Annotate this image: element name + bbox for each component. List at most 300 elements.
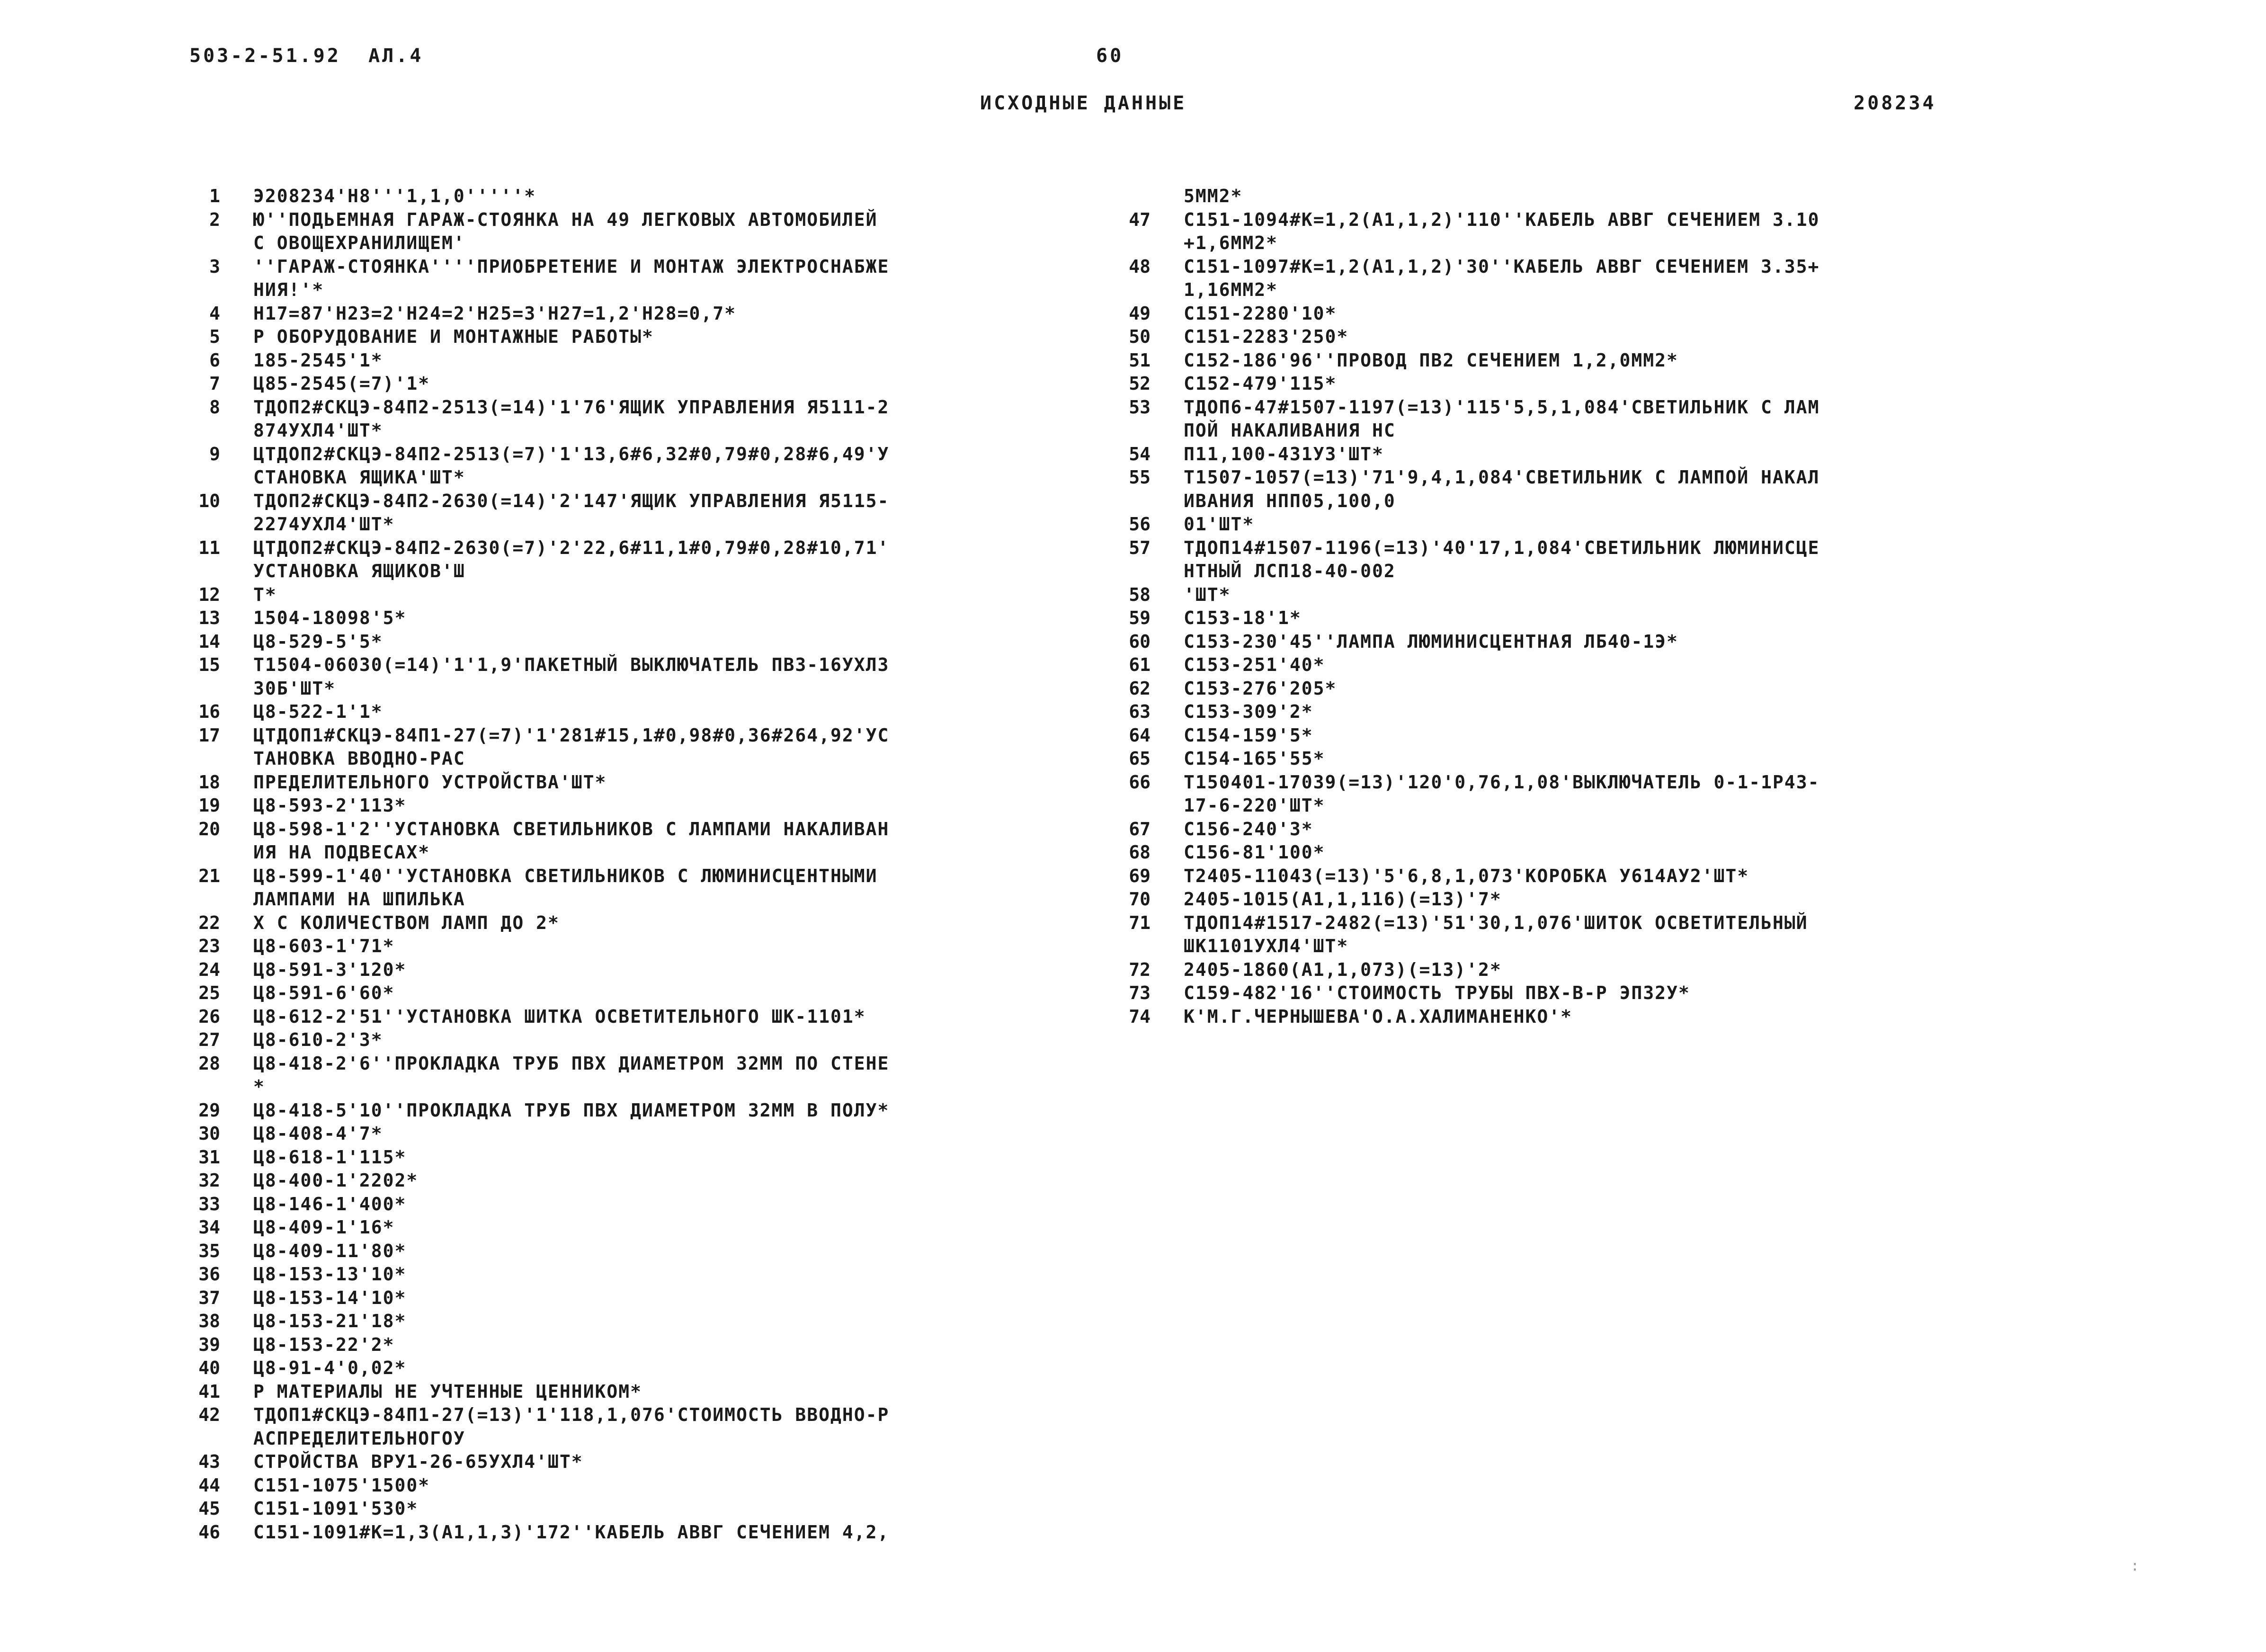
code-line: ИВАНИЯ НПП05,100,0	[1184, 490, 1396, 511]
line-number: 25	[198, 982, 220, 1003]
listing-entry	[163, 1521, 889, 1545]
entry-text	[220, 490, 889, 536]
code-line: 1,16ММ2*	[1184, 279, 1278, 300]
listing-entry	[163, 607, 889, 630]
line-number: 6	[209, 349, 220, 371]
code-line: Т*	[253, 584, 277, 605]
line-number: 1	[209, 186, 220, 206]
entry-text	[1151, 466, 1820, 513]
entry-text	[1151, 653, 1325, 677]
listing-entry	[1094, 982, 1820, 1005]
line-number: 12	[198, 584, 220, 605]
entry-text	[220, 372, 430, 396]
listing-entry	[163, 1146, 889, 1170]
entry-text	[220, 185, 536, 208]
line-number: 40	[198, 1357, 220, 1378]
line-number: 10	[198, 490, 220, 511]
entry-text	[220, 583, 277, 607]
line-number: 58	[1129, 584, 1151, 605]
line-number: 38	[198, 1311, 220, 1331]
listing-entry	[1094, 1005, 1820, 1029]
line-number: 35	[198, 1240, 220, 1261]
entry-text	[1151, 958, 1502, 982]
entry-text	[220, 935, 395, 958]
entry-text	[220, 1474, 430, 1498]
entry-text	[220, 443, 889, 490]
listing-entry	[1094, 958, 1820, 982]
listing-entry	[1094, 700, 1820, 724]
code-line: Ц8-153-13'10*	[253, 1264, 407, 1285]
listing-entry	[163, 1450, 889, 1474]
entry-text	[220, 865, 878, 911]
code-line: С153-251'40*	[1184, 654, 1325, 675]
line-number: 67	[1129, 818, 1151, 839]
entry-text	[1151, 630, 1678, 654]
code-line: Ц8-409-11'80*	[253, 1240, 407, 1261]
listing-entry	[163, 771, 889, 795]
entry-text	[1151, 1005, 1572, 1029]
listing-entry	[163, 1193, 889, 1216]
entry-text	[220, 1169, 418, 1193]
entry-text	[1151, 443, 1384, 466]
code-line: Р ОБОРУДОВАНИЕ И МОНТАЖНЫЕ РАБОТЫ*	[253, 326, 654, 347]
entry-text	[1151, 396, 1820, 443]
code-line: С151-2283'250*	[1184, 326, 1349, 347]
code-line: Ц8-153-14'10*	[253, 1287, 407, 1308]
code-line: 'ШТ*	[1184, 584, 1231, 605]
entry-text	[1151, 677, 1337, 701]
code-line: ТАНОВКА ВВОДНО-РАС	[253, 748, 465, 769]
line-number: 43	[198, 1451, 220, 1472]
line-number: 51	[1129, 349, 1151, 371]
listing-entry	[1094, 466, 1820, 513]
entry-text	[220, 1286, 406, 1310]
code-line: С153-230'45''ЛАМПА ЛЮМИНИСЦЕНТНАЯ ЛБ40-1Э*	[1184, 631, 1678, 652]
line-number: 59	[1129, 607, 1151, 628]
listing-entry	[1094, 888, 1820, 911]
line-number: 19	[198, 795, 220, 816]
code-line: ТДОП6-47#1507-1197(=13)'115'5,5,1,084'СВЕТИЛЬНИК С ЛАМ	[1184, 396, 1820, 418]
line-number: 31	[198, 1146, 220, 1168]
line-number: 11	[198, 537, 220, 558]
listing-entry	[163, 1333, 889, 1357]
line-number: 64	[1129, 724, 1151, 746]
line-number: 68	[1129, 842, 1151, 863]
code-line: ПОЙ НАКАЛИВАНИЯ НС	[1184, 420, 1396, 441]
listing-entry	[163, 208, 889, 255]
entry-text	[220, 818, 889, 865]
code-line: СТРОЙСТВА ВРУ1-26-65УХЛ4'ШТ*	[253, 1451, 583, 1472]
object-code: 208234	[1854, 92, 1936, 114]
line-number: 39	[198, 1334, 220, 1355]
entry-text	[220, 1005, 866, 1029]
listing-entry	[163, 724, 889, 771]
code-line: Ц8-593-2'113*	[253, 795, 407, 816]
entry-text	[220, 1052, 889, 1099]
listing-entry	[163, 1286, 889, 1310]
listing-entry	[1094, 443, 1820, 466]
entry-text	[1151, 536, 1820, 583]
listing-entry	[163, 911, 889, 935]
listing-entry	[1094, 372, 1820, 396]
code-line: С156-81'100*	[1184, 842, 1325, 863]
listing-entry	[163, 1357, 889, 1380]
code-line: Т1504-06030(=14)'1'1,9'ПАКЕТНЫЙ ВЫКЛЮЧАТЕЛЬ ПВЗ-16УХЛ3	[253, 654, 890, 675]
listing-entry	[1094, 911, 1820, 958]
code-line: Ц8-599-1'40''УСТАНОВКА СВЕТИЛЬНИКОВ С ЛЮМИНИСЦЕНТНЫМИ	[253, 865, 878, 886]
code-line: 2405-1015(А1,1,116)(=13)'7*	[1184, 889, 1502, 910]
listing-entry	[163, 1005, 889, 1029]
listing-entry	[163, 630, 889, 654]
line-number: 66	[1129, 771, 1151, 793]
line-number: 56	[1129, 514, 1151, 535]
line-number: 69	[1129, 865, 1151, 886]
line-number: 44	[198, 1474, 220, 1496]
code-line: 2405-1860(А1,1,073)(=13)'2*	[1184, 959, 1502, 980]
code-line: С153-309'2*	[1184, 701, 1313, 722]
listing-entry	[163, 1099, 889, 1123]
line-number: 48	[1129, 256, 1151, 277]
code-line: Ц8-591-6'60*	[253, 982, 395, 1003]
listing-entry	[1094, 747, 1820, 771]
code-line: ТДОП2#СКЦЭ-84П2-2630(=14)'2'147'ЯЩИК УПРАВЛЕНИЯ Я5115-	[253, 490, 890, 511]
code-line: 1504-18098'5*	[253, 607, 407, 628]
listing-entry	[1094, 255, 1820, 302]
listing-entry	[163, 958, 889, 982]
listing-entry	[163, 583, 889, 607]
code-line: 01'ШТ*	[1184, 514, 1255, 535]
listing-entry	[163, 396, 889, 443]
listing-entry	[163, 1052, 889, 1099]
line-number: 72	[1129, 959, 1151, 980]
listing-entry	[1094, 185, 1820, 208]
listing-entry	[1094, 677, 1820, 701]
entry-text	[220, 536, 889, 583]
line-number: 71	[1129, 912, 1151, 933]
entry-text	[220, 1497, 418, 1521]
code-line: 2274УХЛ4'ШТ*	[253, 514, 395, 535]
listing-entry	[163, 865, 889, 911]
line-number: 61	[1129, 654, 1151, 675]
entry-text	[1151, 255, 1820, 302]
listing-entry	[163, 325, 889, 349]
line-number: 57	[1129, 537, 1151, 558]
code-line: ЦТДОП1#СКЦЭ-84П1-27(=7)'1'281#15,1#0,98#0,36#264,92'УС	[253, 724, 890, 746]
entry-text	[1151, 888, 1502, 911]
listing-entry	[163, 255, 889, 302]
code-line: Ц8-618-1'115*	[253, 1146, 407, 1168]
document-code: 503-2-51.92 АЛ.4	[189, 45, 424, 67]
entry-text	[220, 700, 383, 724]
listing-entry	[163, 1474, 889, 1498]
code-line: С159-482'16''СТОИМОСТЬ ТРУБЫ ПВХ-В-Р ЭП32У*	[1184, 982, 1690, 1003]
entry-text	[1151, 771, 1820, 818]
line-number: 50	[1129, 326, 1151, 347]
code-line: Ц8-603-1'71*	[253, 936, 395, 956]
entry-text	[220, 1216, 395, 1240]
line-number: 3	[209, 256, 220, 277]
line-number: 30	[198, 1123, 220, 1144]
code-line: С151-1091#К=1,3(А1,1,3)'172''КАБЕЛЬ АВВГ СЕЧЕНИЕМ 4,2,	[253, 1521, 890, 1543]
listing-right-column	[1094, 185, 1820, 1028]
line-number: 73	[1129, 982, 1151, 1003]
entry-text	[1151, 607, 1302, 630]
code-line: ТДОП14#1517-2482(=13)'51'30,1,076'ШИТОК ОСВЕТИТЕЛЬНЫЙ	[1184, 912, 1808, 933]
entry-text	[1151, 349, 1678, 373]
page-title: ИСХОДНЫЕ ДАННЫЕ	[980, 92, 1187, 114]
listing-entry	[163, 443, 889, 490]
code-line: Ц8-522-1'1*	[253, 701, 383, 722]
code-line: С154-159'5*	[1184, 724, 1313, 746]
code-line: С153-18'1*	[1184, 607, 1302, 628]
listing-entry	[1094, 325, 1820, 349]
line-number: 34	[198, 1217, 220, 1238]
line-number: 26	[198, 1006, 220, 1027]
code-line: Ц8-612-2'51''УСТАНОВКА ШИТКА ОСВЕТИТЕЛЬНОГО ШК-1101*	[253, 1006, 866, 1027]
code-line: С151-1075'1500*	[253, 1474, 430, 1496]
entry-text	[220, 1099, 889, 1123]
line-number: 46	[198, 1521, 220, 1543]
code-line: С151-1094#К=1,2(А1,1,2)'110''КАБЕЛЬ АВВГ СЕЧЕНИЕМ 3.10	[1184, 209, 1820, 230]
line-number: 14	[198, 631, 220, 652]
code-line: ПРЕДЕЛИТЕЛЬНОГО УСТРОЙСТВА'ШТ*	[253, 771, 607, 793]
entry-text	[1151, 700, 1313, 724]
entry-text	[1151, 302, 1337, 326]
code-line: Ц8-591-3'120*	[253, 959, 407, 980]
listing-entry	[163, 185, 889, 208]
code-line: *	[253, 1076, 265, 1097]
line-number: 24	[198, 959, 220, 980]
listing-entry	[163, 935, 889, 958]
line-number: 36	[198, 1264, 220, 1285]
entry-text	[1151, 724, 1313, 748]
listing-entry	[163, 653, 889, 700]
code-line: Ц8-400-1'2202*	[253, 1170, 419, 1191]
code-line: Т1507-1057(=13)'71'9,4,1,084'СВЕТИЛЬНИК С ЛАМПОЙ НАКАЛ	[1184, 467, 1820, 488]
line-number: 55	[1129, 467, 1151, 488]
listing-left-column	[163, 185, 889, 1544]
line-number: 22	[198, 912, 220, 933]
entry-text	[220, 724, 889, 771]
code-line: УСТАНОВКА ЯЩИКОВ'Ш	[253, 561, 465, 581]
code-line: Ю''ПОДЬЕМНАЯ ГАРАЖ-СТОЯНКА НА 49 ЛЕГКОВЫХ АВТОМОБИЛЕЙ	[253, 209, 878, 230]
line-number: 32	[198, 1170, 220, 1191]
line-number: 70	[1129, 889, 1151, 910]
code-line: С156-240'3*	[1184, 818, 1313, 839]
entry-text	[220, 1310, 406, 1333]
entry-text	[220, 630, 383, 654]
entry-text	[1151, 865, 1749, 888]
code-line: П11,100-431У3'ШТ*	[1184, 443, 1384, 464]
listing-entry	[1094, 583, 1820, 607]
line-number: 60	[1129, 631, 1151, 652]
code-line: 30Б'ШТ*	[253, 678, 336, 699]
line-number: 29	[198, 1099, 220, 1121]
entry-text	[220, 607, 406, 630]
line-number: 17	[198, 724, 220, 746]
code-line: С151-1091'530*	[253, 1498, 419, 1519]
code-line: АСПРЕДЕЛИТЕЛЬНОГОУ	[253, 1428, 465, 1449]
entry-text	[1151, 841, 1325, 865]
listing-entry	[1094, 865, 1820, 888]
line-number: 54	[1129, 443, 1151, 464]
listing-entry	[163, 372, 889, 396]
code-line: НИЯ!'*	[253, 279, 324, 300]
code-line: 17-6-220'ШТ*	[1184, 795, 1325, 816]
code-line: Т150401-17039(=13)'120'0,76,1,08'ВЫКЛЮЧАТЕЛЬ 0-1-1Р43-	[1184, 771, 1820, 793]
code-line: Х С КОЛИЧЕСТВОМ ЛАМП ДО 2*	[253, 912, 560, 933]
code-line: Ц8-598-1'2''УСТАНОВКА СВЕТИЛЬНИКОВ С ЛАМПАМИ НАКАЛИВАН	[253, 818, 890, 839]
line-number: 42	[198, 1404, 220, 1425]
scan-corner-mark: :	[2131, 1558, 2140, 1574]
listing-entry	[1094, 841, 1820, 865]
line-number: 63	[1129, 701, 1151, 722]
entry-text	[1151, 818, 1313, 841]
entry-text	[220, 982, 395, 1005]
listing-entry	[163, 1380, 889, 1404]
line-number: 53	[1129, 396, 1151, 418]
code-line: 5ММ2*	[1184, 186, 1243, 206]
code-line: С ОВОЩЕХРАНИЛИЩЕМ'	[253, 232, 465, 253]
code-line: СТАНОВКА ЯЩИКА'ШТ*	[253, 467, 465, 488]
line-number: 47	[1129, 209, 1151, 230]
code-line: ''ГАРАЖ-СТОЯНКА''''ПРИОБРЕТЕНИЕ И МОНТАЖ ЭЛЕКТРОСНАБЖЕ	[253, 256, 890, 277]
listing-entry	[1094, 607, 1820, 630]
code-line: Т2405-11043(=13)'5'6,8,1,073'КОРОБКА У614АУ2'ШТ*	[1184, 865, 1749, 886]
entry-text	[220, 302, 736, 326]
line-number: 9	[209, 443, 220, 464]
line-number: 8	[209, 396, 220, 418]
page-number: 60	[1096, 45, 1124, 67]
code-line: С152-479'115*	[1184, 373, 1337, 394]
listing-entry	[1094, 302, 1820, 326]
code-line: Ц8-408-4'7*	[253, 1123, 383, 1144]
listing-entry	[1094, 208, 1820, 255]
code-line: ИЯ НА ПОДВЕСАХ*	[253, 842, 430, 863]
listing-entry	[163, 1216, 889, 1240]
code-line: Э208234'Н8'''1,1,0'''''*	[253, 186, 536, 206]
line-number: 21	[198, 865, 220, 886]
code-line: ЦТДОП2#СКЦЭ-84П2-2513(=7)'1'13,6#6,32#0,79#0,28#6,49'У	[253, 443, 890, 464]
code-line: ТДОП2#СКЦЭ-84П2-2513(=14)'1'76'ЯЩИК УПРАВЛЕНИЯ Я5111-2	[253, 396, 890, 418]
listing-entry	[1094, 536, 1820, 583]
code-line: Ц8-153-21'18*	[253, 1311, 407, 1331]
listing-entry	[1094, 771, 1820, 818]
entry-text	[220, 396, 889, 443]
code-line: С151-1097#К=1,2(А1,1,2)'30''КАБЕЛЬ АВВГ СЕЧЕНИЕМ 3.35+	[1184, 256, 1820, 277]
code-line: ЛАМПАМИ НА ШПИЛЬКА	[253, 889, 465, 910]
code-line: НТНЫЙ ЛСП18-40-002	[1184, 561, 1396, 581]
listing-entry	[163, 794, 889, 818]
entry-text	[1151, 372, 1337, 396]
listing-entry	[163, 1263, 889, 1286]
line-number: 62	[1129, 678, 1151, 699]
listing-entry	[163, 490, 889, 536]
code-line: Ц8-418-2'6''ПРОКЛАДКА ТРУБ ПВХ ДИАМЕТРОМ 32ММ ПО СТЕНЕ	[253, 1053, 890, 1074]
entry-text	[220, 1357, 406, 1380]
listing-entry	[163, 982, 889, 1005]
entry-text	[1151, 911, 1808, 958]
entry-text	[220, 325, 654, 349]
entry-text	[220, 771, 607, 795]
line-number: 28	[198, 1053, 220, 1074]
line-number: 65	[1129, 748, 1151, 769]
line-number: 41	[198, 1381, 220, 1402]
entry-text	[220, 1146, 406, 1170]
line-number: 37	[198, 1287, 220, 1308]
code-line: ЦТДОП2#СКЦЭ-84П2-2630(=7)'2'22,6#11,1#0,79#0,28#10,71'	[253, 537, 890, 558]
entry-text	[220, 911, 560, 935]
entry-text	[1151, 583, 1231, 607]
line-number: 13	[198, 607, 220, 628]
listing-entry	[1094, 630, 1820, 654]
entry-text	[220, 1193, 406, 1216]
line-number: 74	[1129, 1006, 1151, 1027]
listing-entry	[163, 818, 889, 865]
code-line: Ц8-610-2'3*	[253, 1029, 383, 1050]
entry-text	[220, 794, 406, 818]
code-line: Ц85-2545(=7)'1*	[253, 373, 430, 394]
code-line: Ц8-529-5'5*	[253, 631, 383, 652]
listing-entry	[163, 1497, 889, 1521]
entry-text	[220, 1380, 642, 1404]
entry-text	[220, 208, 878, 255]
line-number: 33	[198, 1193, 220, 1214]
entry-text	[220, 1450, 583, 1474]
code-line: +1,6ММ2*	[1184, 232, 1278, 253]
line-number: 45	[198, 1498, 220, 1519]
entry-text	[220, 1028, 383, 1052]
code-line: ТДОП14#1507-1196(=13)'40'17,1,084'СВЕТИЛЬНИК ЛЮМИНИСЦЕ	[1184, 537, 1820, 558]
line-number: 27	[198, 1029, 220, 1050]
listing-entry	[163, 1028, 889, 1052]
code-line: С154-165'55*	[1184, 748, 1325, 769]
listing-entry	[1094, 724, 1820, 748]
listing-entry	[163, 1310, 889, 1333]
entry-text	[1151, 208, 1820, 255]
line-number: 5	[209, 326, 220, 347]
entry-text	[1151, 325, 1348, 349]
code-line: 185-2545'1*	[253, 349, 383, 371]
listing-entry	[1094, 818, 1820, 841]
entry-text	[1151, 513, 1254, 536]
listing-entry	[163, 302, 889, 326]
code-line: Ц8-409-1'16*	[253, 1217, 395, 1238]
code-line: С151-2280'10*	[1184, 303, 1337, 324]
code-line: С153-276'205*	[1184, 678, 1337, 699]
code-line: Ц8-146-1'400*	[253, 1193, 407, 1214]
entry-text	[1151, 185, 1242, 208]
code-line: ТДОП1#СКЦЭ-84П1-27(=13)'1'118,1,076'СТОИМОСТЬ ВВОДНО-Р	[253, 1404, 890, 1425]
line-number: 23	[198, 936, 220, 956]
line-number: 7	[209, 373, 220, 394]
entry-text	[220, 1521, 889, 1545]
listing-entry	[1094, 396, 1820, 443]
line-number: 18	[198, 771, 220, 793]
listing-entry	[163, 700, 889, 724]
entry-text	[1151, 747, 1325, 771]
code-line: Ц8-91-4'0,02*	[253, 1357, 407, 1378]
code-line: С152-186'96''ПРОВОД ПВ2 СЕЧЕНИЕМ 1,2,0ММ2*	[1184, 349, 1678, 371]
listing-entry	[163, 1240, 889, 1263]
entry-text	[220, 1122, 383, 1146]
listing-entry	[1094, 653, 1820, 677]
line-number: 15	[198, 654, 220, 675]
code-line: 874УХЛ4'ШТ*	[253, 420, 383, 441]
entry-text	[220, 1240, 406, 1263]
entry-text	[1151, 982, 1690, 1005]
listing-entry	[1094, 349, 1820, 373]
